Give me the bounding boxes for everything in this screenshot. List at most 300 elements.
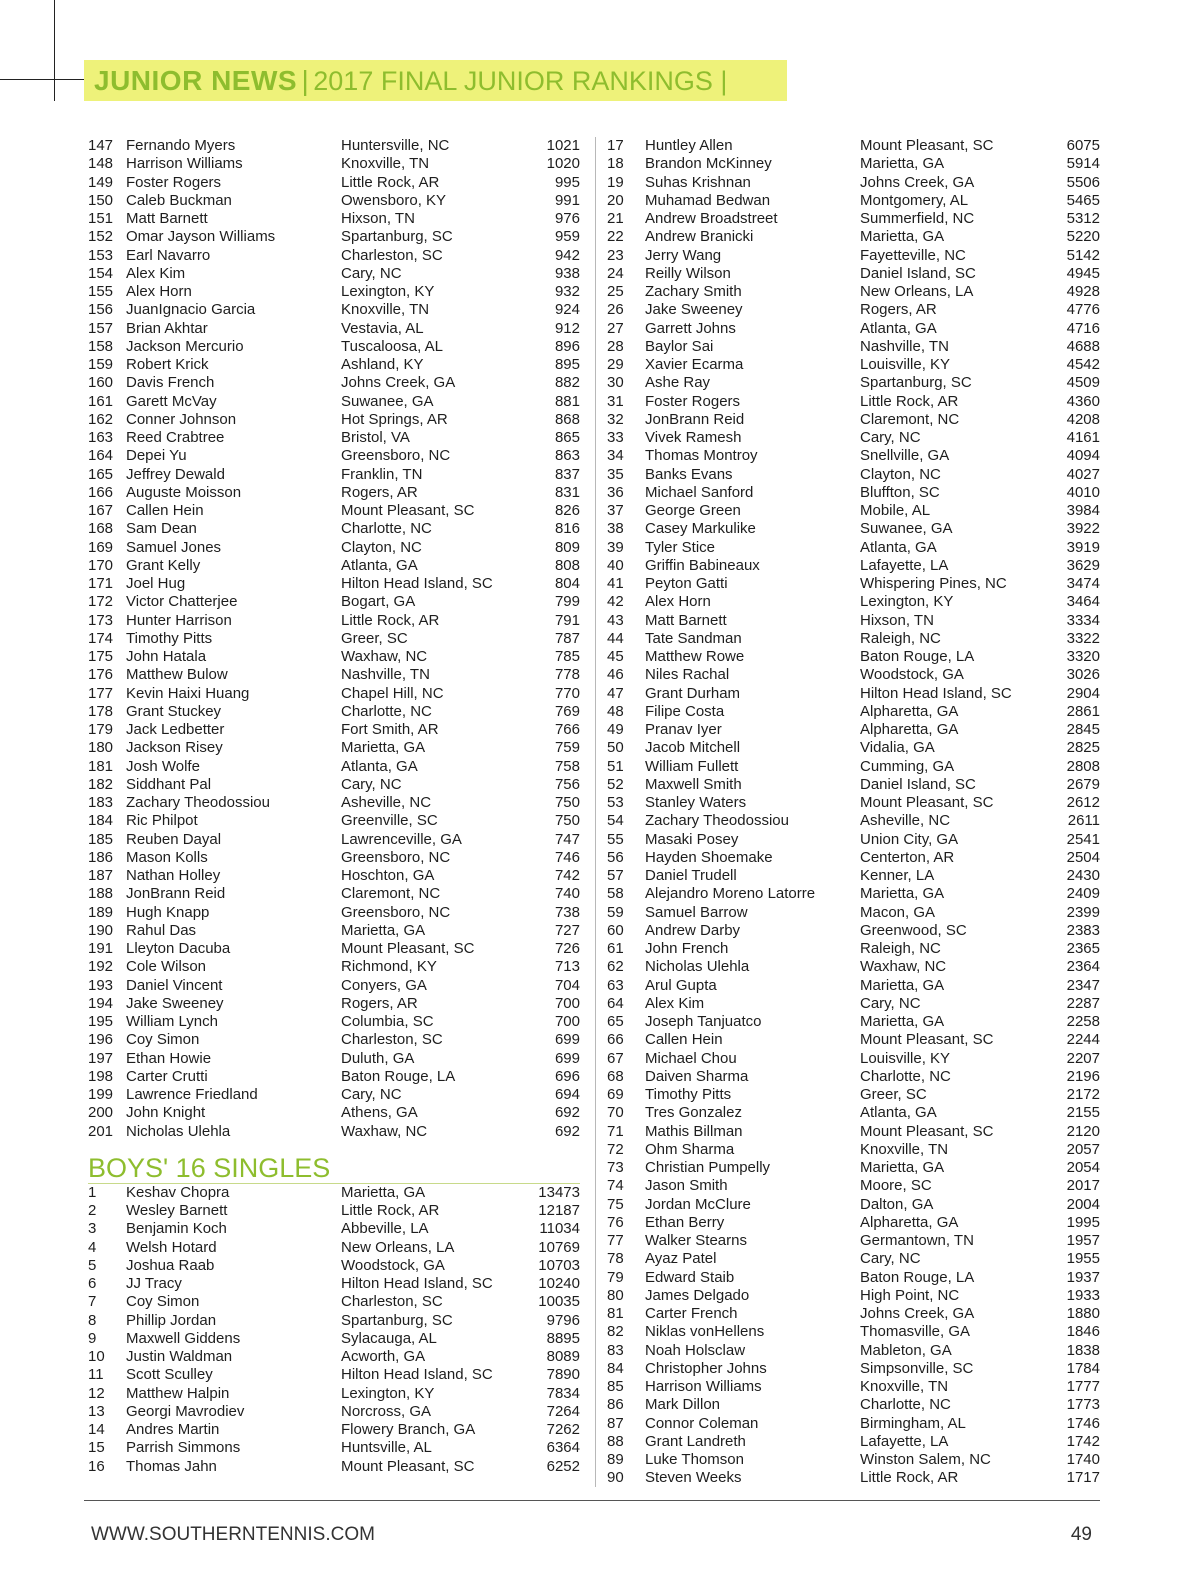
- points-cell: 4928: [1066, 283, 1100, 300]
- ranking-row: [88, 1202, 580, 1220]
- player-name: Samuel Jones: [126, 538, 222, 556]
- points-cell: 2287: [1066, 994, 1100, 1012]
- points-cell: 959: [554, 228, 580, 246]
- points-cell: 2364: [1066, 958, 1100, 976]
- rank-cell: 64: [607, 994, 624, 1012]
- player-name: Niklas vonHellens: [645, 1323, 765, 1341]
- hometown: Daniel Island, SC: [860, 775, 976, 793]
- ranking-row: [607, 1214, 1100, 1232]
- player-name: Earl Navarro: [126, 246, 211, 264]
- ranking-row: [607, 520, 1100, 538]
- rank-cell: 84: [607, 1359, 624, 1377]
- ranking-row: [88, 1013, 580, 1031]
- hometown: Mount Pleasant, SC: [341, 940, 475, 957]
- ranking-row: [607, 849, 1100, 867]
- points-cell: 2679: [1066, 775, 1100, 793]
- ranking-row: [88, 247, 580, 265]
- hometown: Bogart, GA: [341, 593, 416, 611]
- ranking-row: [88, 484, 580, 502]
- rank-cell: 21: [607, 210, 624, 227]
- player-name: John Hatala: [126, 648, 207, 665]
- ranking-row: [607, 1050, 1100, 1068]
- player-name: Thomas Jahn: [126, 1457, 217, 1475]
- player-name: Niles Rachal: [645, 666, 730, 684]
- hometown: Spartanburg, SC: [341, 228, 453, 246]
- points-cell: 2541: [1066, 830, 1100, 848]
- hometown: Marietta, GA: [860, 885, 945, 903]
- hometown: Fort Smith, AR: [341, 721, 439, 738]
- points-cell: 770: [554, 684, 580, 702]
- ranking-row: [88, 758, 580, 776]
- player-name: Robert Krick: [126, 356, 209, 373]
- hometown: Atlanta, GA: [860, 1104, 937, 1122]
- player-name: Georgi Mavrodiev: [126, 1402, 245, 1420]
- rank-cell: 85: [607, 1378, 624, 1395]
- points-cell: 5506: [1066, 173, 1100, 191]
- hometown: Summerfield, NC: [860, 210, 975, 227]
- rank-cell: 158: [88, 337, 114, 355]
- ranking-row: [88, 849, 580, 867]
- ranking-row: [607, 1141, 1100, 1159]
- player-name: George Green: [645, 502, 741, 519]
- player-name: Parrish Simmons: [126, 1439, 241, 1457]
- player-name: Maxwell Smith: [645, 775, 742, 793]
- points-cell: 750: [554, 794, 580, 811]
- rank-cell: 176: [88, 666, 114, 684]
- ranking-row: [607, 484, 1100, 502]
- player-name: Rahul Das: [126, 921, 197, 939]
- rank-cell: 15: [88, 1439, 105, 1457]
- points-cell: 10035: [538, 1293, 580, 1311]
- rank-cell: 186: [88, 848, 114, 866]
- player-name: Baylor Sai: [645, 337, 714, 355]
- player-name: Banks Evans: [645, 465, 733, 483]
- points-cell: 700: [554, 1013, 580, 1030]
- points-cell: 882: [554, 374, 580, 392]
- footer-url: WWW.SOUTHERNTENNIS.COM: [91, 1524, 375, 1545]
- rank-cell: 81: [607, 1305, 624, 1322]
- hometown: Alpharetta, GA: [860, 702, 959, 720]
- hometown: Waxhaw, NC: [860, 958, 947, 976]
- hometown: Atlanta, GA: [341, 757, 418, 775]
- ranking-row: [607, 739, 1100, 757]
- page-title: 2017 FINAL JUNIOR RANKINGS |: [313, 66, 728, 96]
- ranking-row: [88, 320, 580, 338]
- player-name: Callen Hein: [126, 502, 204, 519]
- hometown: Germantown, TN: [860, 1232, 974, 1249]
- player-name: Jeffrey Dewald: [126, 465, 225, 483]
- ranking-row: [607, 137, 1100, 155]
- player-name: Caleb Buckman: [126, 191, 232, 209]
- ranking-row: [607, 685, 1100, 703]
- points-cell: 769: [554, 702, 580, 720]
- player-name: Andrew Branicki: [645, 228, 754, 246]
- player-name: Benjamin Koch: [126, 1220, 227, 1238]
- player-name: Andrew Darby: [645, 921, 741, 939]
- rank-cell: 162: [88, 410, 114, 428]
- rank-cell: 17: [607, 137, 624, 154]
- points-cell: 692: [554, 1122, 580, 1140]
- player-name: Matthew Bulow: [126, 666, 228, 684]
- points-cell: 6252: [546, 1457, 580, 1475]
- hometown: Huntersville, NC: [341, 137, 450, 154]
- page-number: 49: [1070, 1524, 1092, 1545]
- points-cell: 8895: [546, 1329, 580, 1347]
- ranking-row: [607, 265, 1100, 283]
- points-cell: 938: [554, 264, 580, 282]
- points-cell: 865: [554, 429, 580, 446]
- ranking-row: [607, 174, 1100, 192]
- hometown: Athens, GA: [341, 1104, 418, 1122]
- player-name: Garrett Johns: [645, 319, 736, 337]
- player-name: Hayden Shoemake: [645, 848, 773, 866]
- hometown: Moore, SC: [860, 1177, 932, 1195]
- ranking-row: [607, 283, 1100, 301]
- rank-cell: 168: [88, 520, 114, 538]
- player-name: Cole Wilson: [126, 958, 207, 976]
- player-name: Steven Weeks: [645, 1469, 742, 1487]
- hometown: Bluffton, SC: [860, 483, 940, 501]
- ranking-row: [88, 557, 580, 575]
- points-cell: 1020: [546, 155, 580, 173]
- player-name: Maxwell Giddens: [126, 1329, 241, 1347]
- footer-divider: [84, 1500, 1100, 1501]
- hometown: Whispering Pines, NC: [860, 575, 1007, 592]
- player-name: Welsh Hotard: [126, 1238, 217, 1256]
- ranking-row: [88, 958, 580, 976]
- hometown: High Point, NC: [860, 1286, 960, 1304]
- player-name: Jake Sweeney: [645, 301, 743, 319]
- ranking-row: [607, 1269, 1100, 1287]
- points-cell: 3629: [1066, 556, 1100, 574]
- hometown: Lexington, KY: [860, 593, 954, 611]
- rank-cell: 194: [88, 994, 114, 1012]
- column-divider: [595, 137, 596, 1487]
- rank-cell: 62: [607, 958, 624, 976]
- rank-cell: 174: [88, 629, 114, 647]
- hometown: Hilton Head Island, SC: [341, 575, 493, 592]
- points-cell: 740: [554, 885, 580, 903]
- points-cell: 895: [554, 356, 580, 373]
- player-name: Reed Crabtree: [126, 429, 225, 446]
- rank-cell: 42: [607, 593, 624, 611]
- hometown: Mableton, GA: [860, 1341, 952, 1359]
- ranking-row: [607, 995, 1100, 1013]
- rank-cell: 36: [607, 483, 624, 501]
- rank-cell: 148: [88, 155, 114, 173]
- rank-cell: 23: [607, 246, 624, 264]
- rank-cell: 156: [88, 301, 114, 319]
- rank-cell: 70: [607, 1104, 624, 1122]
- hometown: Marietta, GA: [341, 1183, 426, 1201]
- hometown: Rogers, AR: [341, 483, 418, 501]
- hometown: Lafayette, LA: [860, 1432, 949, 1450]
- ranking-row: [88, 447, 580, 465]
- player-name: Daniel Trudell: [645, 867, 737, 884]
- hometown: Knoxville, TN: [341, 301, 430, 319]
- rank-cell: 51: [607, 757, 624, 775]
- rank-cell: 13: [88, 1402, 105, 1420]
- rank-cell: 164: [88, 447, 114, 465]
- ranking-row: [607, 1415, 1100, 1433]
- hometown: Mount Pleasant, SC: [860, 794, 994, 811]
- ranking-row: [88, 922, 580, 940]
- ranking-row: [88, 1293, 580, 1311]
- hometown: Centerton, AR: [860, 848, 955, 866]
- ranking-row: [607, 192, 1100, 210]
- points-cell: 1846: [1066, 1323, 1100, 1341]
- player-name: Walker Stearns: [645, 1232, 747, 1249]
- player-name: Noah Holsclaw: [645, 1341, 746, 1359]
- ranking-row: [88, 703, 580, 721]
- ranking-row: [607, 1232, 1100, 1250]
- points-cell: 3026: [1066, 666, 1100, 684]
- points-cell: 758: [554, 757, 580, 775]
- hometown: Cary, NC: [341, 775, 402, 793]
- ranking-row: [607, 904, 1100, 922]
- player-name: Siddhant Pal: [126, 775, 212, 793]
- rank-cell: 59: [607, 903, 624, 921]
- ranking-row: [607, 1196, 1100, 1214]
- hometown: Clayton, NC: [860, 465, 941, 483]
- rank-cell: 66: [607, 1031, 624, 1049]
- hometown: Johns Creek, GA: [860, 173, 975, 191]
- points-cell: 727: [554, 921, 580, 939]
- rank-cell: 88: [607, 1432, 624, 1450]
- points-cell: 2861: [1066, 702, 1100, 720]
- hometown: Hilton Head Island, SC: [860, 684, 1012, 702]
- player-name: Peyton Gatti: [645, 575, 728, 592]
- points-cell: 924: [554, 301, 580, 319]
- points-cell: 787: [554, 629, 580, 647]
- hometown: Charleston, SC: [341, 1031, 443, 1049]
- points-cell: 756: [554, 775, 580, 793]
- player-name: Jacob Mitchell: [645, 739, 741, 757]
- points-cell: 750: [554, 812, 580, 830]
- player-name: Tate Sandman: [645, 629, 742, 647]
- ranking-row: [88, 338, 580, 356]
- ranking-row: [88, 1184, 580, 1202]
- rank-cell: 147: [88, 137, 114, 154]
- rank-cell: 55: [607, 830, 624, 848]
- points-cell: 4945: [1066, 264, 1100, 282]
- points-cell: 3464: [1066, 593, 1100, 611]
- player-name: Stanley Waters: [645, 794, 747, 811]
- ranking-row: [88, 1123, 580, 1141]
- points-cell: 5312: [1066, 210, 1100, 227]
- ranking-row: [607, 922, 1100, 940]
- ranking-row: [607, 1323, 1100, 1341]
- rank-cell: 34: [607, 447, 624, 465]
- hometown: Baton Rouge, LA: [860, 1268, 975, 1286]
- rank-cell: 180: [88, 739, 114, 757]
- ranking-row: [88, 393, 580, 411]
- points-cell: 4776: [1066, 301, 1100, 319]
- rank-cell: 184: [88, 812, 114, 830]
- rank-cell: 26: [607, 301, 624, 319]
- hometown: Hilton Head Island, SC: [341, 1275, 493, 1292]
- player-name: Scott Sculley: [126, 1366, 213, 1384]
- points-cell: 2057: [1066, 1140, 1100, 1158]
- points-cell: 766: [554, 721, 580, 738]
- points-cell: 1742: [1066, 1432, 1100, 1450]
- rank-cell: 189: [88, 903, 114, 921]
- rank-cell: 71: [607, 1122, 624, 1140]
- rank-cell: 39: [607, 538, 624, 556]
- rank-cell: 19: [607, 173, 624, 191]
- points-cell: 10703: [538, 1256, 580, 1274]
- points-cell: 10769: [538, 1238, 580, 1256]
- ranking-row: [607, 338, 1100, 356]
- player-name: Joel Hug: [126, 575, 186, 592]
- rank-cell: 31: [607, 392, 624, 410]
- player-name: Jack Ledbetter: [126, 721, 225, 738]
- hometown: Charleston, SC: [341, 246, 443, 264]
- hometown: Greensboro, NC: [341, 447, 451, 465]
- player-name: Thomas Montroy: [645, 447, 758, 465]
- hometown: Nashville, TN: [860, 337, 949, 355]
- ranking-row: [607, 1469, 1100, 1487]
- player-name: Zachary Theodossiou: [645, 812, 789, 830]
- points-cell: 692: [554, 1104, 580, 1122]
- points-cell: 1995: [1066, 1213, 1100, 1231]
- points-cell: 3984: [1066, 502, 1100, 519]
- ranking-row: [88, 1086, 580, 1104]
- ranking-row: [88, 940, 580, 958]
- points-cell: 2054: [1066, 1159, 1100, 1176]
- player-name: Hugh Knapp: [126, 903, 210, 921]
- hometown: Mobile, AL: [860, 502, 931, 519]
- rank-cell: 200: [88, 1104, 114, 1122]
- player-name: Phillip Jordan: [126, 1311, 217, 1329]
- hometown: Waxhaw, NC: [341, 648, 428, 665]
- ranking-row: [88, 1366, 580, 1384]
- points-cell: 747: [554, 830, 580, 848]
- ranking-row: [607, 593, 1100, 611]
- hometown: Lafayette, LA: [860, 556, 949, 574]
- ranking-row: [607, 502, 1100, 520]
- player-name: Samuel Barrow: [645, 903, 748, 921]
- hometown: Greenville, SC: [341, 812, 438, 830]
- hometown: Atlanta, GA: [341, 556, 418, 574]
- points-cell: 5220: [1066, 228, 1100, 246]
- rank-cell: 61: [607, 940, 624, 957]
- player-name: JonBrann Reid: [126, 885, 226, 903]
- rank-cell: 49: [607, 721, 624, 738]
- points-cell: 4027: [1066, 465, 1100, 483]
- player-name: Lleyton Dacuba: [126, 940, 231, 957]
- hometown: Macon, GA: [860, 903, 936, 921]
- ranking-row: [607, 575, 1100, 593]
- rank-cell: 37: [607, 502, 624, 519]
- rank-cell: 160: [88, 374, 114, 392]
- player-name: Matt Barnett: [126, 210, 208, 227]
- ranking-row: [607, 374, 1100, 392]
- points-cell: 7262: [546, 1421, 580, 1438]
- ranking-row: [88, 1031, 580, 1049]
- ranking-row: [88, 429, 580, 447]
- ranking-row: [607, 1177, 1100, 1195]
- header-separator: |: [301, 65, 309, 96]
- player-name: Mathis Billman: [645, 1122, 743, 1140]
- hometown: Hixson, TN: [860, 611, 934, 629]
- ranking-row: [607, 630, 1100, 648]
- points-cell: 4360: [1066, 392, 1100, 410]
- points-cell: 785: [554, 648, 580, 665]
- ranking-row: [607, 301, 1100, 319]
- points-cell: 809: [554, 538, 580, 556]
- player-name: Josh Wolfe: [126, 757, 200, 775]
- ranking-row: [607, 831, 1100, 849]
- rank-cell: 30: [607, 374, 624, 392]
- page-header: [84, 60, 787, 101]
- points-cell: 2365: [1066, 940, 1100, 957]
- ranking-row: [88, 812, 580, 830]
- ranking-row: [607, 356, 1100, 374]
- hometown: Thomasville, GA: [860, 1323, 971, 1341]
- points-cell: 696: [554, 1067, 580, 1085]
- section-heading-boys-16-singles: BOYS' 16 SINGLES: [88, 1152, 331, 1183]
- points-cell: 4542: [1066, 356, 1100, 373]
- ranking-row: [607, 1031, 1100, 1049]
- player-name: Carter Crutti: [126, 1067, 208, 1085]
- player-name: Foster Rogers: [645, 392, 741, 410]
- hometown: Union City, GA: [860, 830, 959, 848]
- rank-cell: 82: [607, 1323, 624, 1341]
- crop-mark-vertical: [54, 0, 55, 101]
- ranking-row: [607, 411, 1100, 429]
- ranking-row: [88, 630, 580, 648]
- hometown: Sylacauga, AL: [341, 1329, 437, 1347]
- hometown: Claremont, NC: [860, 410, 960, 428]
- player-name: Ric Philpot: [126, 812, 198, 830]
- rank-cell: 12: [88, 1384, 105, 1402]
- points-cell: 1740: [1066, 1451, 1100, 1468]
- player-name: Timothy Pitts: [645, 1086, 732, 1103]
- points-cell: 942: [554, 246, 580, 264]
- points-cell: 700: [554, 994, 580, 1012]
- player-name: Auguste Moisson: [126, 483, 242, 501]
- player-name: Jerry Wang: [645, 246, 722, 264]
- hometown: Simpsonville, SC: [860, 1359, 974, 1377]
- ranking-row: [88, 265, 580, 283]
- left-column: [88, 137, 580, 1476]
- hometown: Spartanburg, SC: [341, 1311, 453, 1329]
- hometown: Birmingham, AL: [860, 1414, 966, 1432]
- ranking-row: [88, 666, 580, 684]
- points-cell: 12187: [538, 1202, 580, 1219]
- points-cell: 6364: [546, 1439, 580, 1457]
- ranking-row: [88, 612, 580, 630]
- hometown: Mount Pleasant, SC: [341, 1457, 475, 1475]
- hometown: Clayton, NC: [341, 538, 422, 556]
- rank-cell: 75: [607, 1195, 624, 1213]
- player-name: Xavier Ecarma: [645, 356, 744, 373]
- player-name: Jackson Risey: [126, 739, 223, 757]
- points-cell: 2611: [1067, 812, 1100, 830]
- rank-cell: 6: [88, 1275, 97, 1292]
- rank-cell: 52: [607, 775, 624, 793]
- ranking-row: [607, 466, 1100, 484]
- rank-cell: 153: [88, 246, 114, 264]
- player-name: Foster Rogers: [126, 173, 222, 191]
- player-name: Tyler Stice: [645, 538, 716, 556]
- points-cell: 791: [554, 611, 580, 629]
- rank-cell: 178: [88, 702, 114, 720]
- points-cell: 759: [554, 739, 580, 757]
- hometown: Marietta, GA: [341, 921, 426, 939]
- points-cell: 778: [554, 666, 580, 684]
